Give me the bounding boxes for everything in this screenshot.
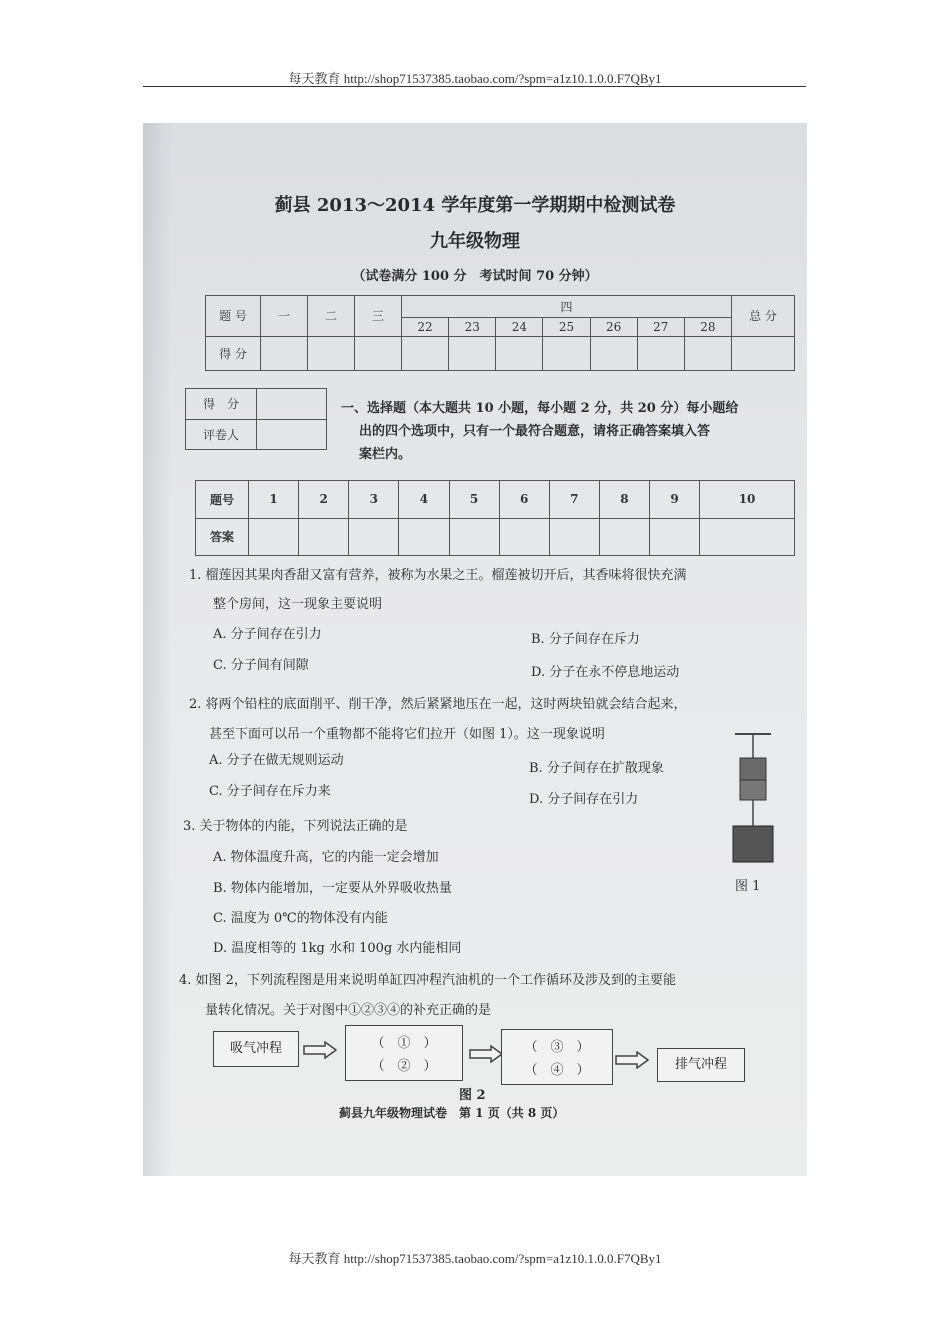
- score-cell: [684, 336, 731, 370]
- score-sub-23: 23: [449, 318, 496, 336]
- answer-num-2: 2: [299, 481, 349, 519]
- answer-cell: [549, 518, 599, 556]
- header-rule: [143, 86, 806, 87]
- q3-line1: 3. 关于物体的内能，下列说法正确的是: [183, 819, 408, 834]
- score-cell: [732, 336, 795, 370]
- score-cell: [261, 336, 308, 370]
- section1-heading-line1: 一、选择题（本大题共 10 小题，每小题 2 分，共 20 分）每小题给: [341, 401, 739, 416]
- score-sub-28: 28: [684, 318, 731, 336]
- q2-option-d: D. 分子间存在引力: [529, 792, 639, 807]
- answer-num-4: 4: [399, 481, 449, 519]
- score-table: [205, 295, 795, 371]
- answer-row-label: 题号: [196, 481, 249, 519]
- score-cell: [308, 336, 355, 370]
- score-row2-label: 得 分: [206, 336, 261, 370]
- exam-photo: [143, 123, 807, 1176]
- exam-page-footer: 蓟县九年级物理试卷 第 1 页（共 8 页）: [339, 1106, 565, 1120]
- q1-line1: 1. 榴莲因其果肉香甜又富有营养，被称为水果之王。榴莲被切开后，其香味将很快充满: [189, 568, 687, 583]
- answer-num-10: 10: [700, 481, 795, 519]
- score-sub-22: 22: [402, 318, 449, 336]
- score-cell: [590, 336, 637, 370]
- grader-table: [185, 388, 327, 450]
- flow-box2-line1: （ ① ）: [371, 1036, 437, 1051]
- figure1-caption: 图 1: [735, 879, 761, 894]
- q4-line2: 量转化情况。关于对图中①②③④的补充正确的是: [205, 1003, 492, 1018]
- page-header-text: 每天教育 http://shop71537385.taobao.com/?spm=a1z10.1.0.0.F7QBy1: [288, 71, 662, 86]
- flow-arrow-3: [615, 1051, 649, 1069]
- grader-cell: [257, 419, 327, 450]
- q2-option-b: B. 分子间存在扩散现象: [529, 761, 664, 776]
- score-cell: [543, 336, 590, 370]
- answer-cell: [249, 518, 299, 556]
- page-footer-text: 每天教育 http://shop71537385.taobao.com/?spm=a1z10.1.0.0.F7QBy1: [288, 1251, 662, 1266]
- q3-option-b: B. 物体内能增加，一定要从外界吸收热量: [213, 881, 452, 896]
- grader-cell: [257, 389, 327, 420]
- score-sub-25: 25: [543, 318, 590, 336]
- flow-box3-line2: （ ④ ）: [524, 1063, 590, 1078]
- lead-cylinders-figure: [723, 728, 783, 868]
- score-col-3: 三: [355, 296, 402, 337]
- grader-label: 评卷人: [186, 419, 257, 450]
- answer-num-3: 3: [349, 481, 399, 519]
- score-col-2: 二: [308, 296, 355, 337]
- score-col-4: 四: [402, 296, 732, 318]
- answer-cell: [650, 518, 700, 556]
- q4-line1: 4. 如图 2，下列流程图是用来说明单缸四冲程汽油机的一个工作循环及涉及到的主要能: [179, 973, 676, 988]
- q1-option-d: D. 分子在永不停息地运动: [531, 665, 680, 680]
- q3-option-a: A. 物体温度升高，它的内能一定会增加: [213, 850, 439, 865]
- answer-row2-label: 答案: [196, 518, 249, 556]
- flow-arrow-2: [469, 1045, 503, 1063]
- answer-table: [195, 480, 795, 556]
- q1-option-a: A. 分子间存在引力: [213, 627, 322, 642]
- answer-cell: [299, 518, 349, 556]
- answer-cell: [599, 518, 649, 556]
- exam-subject: 九年级物理: [430, 231, 520, 252]
- score-sub-26: 26: [590, 318, 637, 336]
- score-cell: [496, 336, 543, 370]
- answer-cell: [499, 518, 549, 556]
- q1-option-c: C. 分子间有间隙: [213, 658, 309, 673]
- q3-option-d: D. 温度相等的 1kg 水和 100g 水内能相同: [213, 941, 462, 956]
- score-sub-27: 27: [637, 318, 684, 336]
- score-cell: [402, 336, 449, 370]
- answer-num-5: 5: [449, 481, 499, 519]
- q1-option-b: B. 分子间存在斥力: [531, 632, 640, 647]
- flow-box-2: [345, 1025, 463, 1081]
- flow-arrow-1: [303, 1041, 337, 1059]
- answer-cell: [449, 518, 499, 556]
- figure2-caption: 图 2: [459, 1088, 486, 1103]
- q2-option-a: A. 分子在做无规则运动: [209, 753, 344, 768]
- q2-line2: 甚至下面可以吊一个重物都不能将它们拉开（如图 1）。这一现象说明: [209, 727, 605, 742]
- score-cell: [449, 336, 496, 370]
- answer-num-9: 9: [650, 481, 700, 519]
- section1-heading-line3: 案栏内。: [359, 447, 412, 462]
- q2-line1: 2. 将两个铅柱的底面削平、削干净，然后紧紧地压在一起，这时两块铅就会结合起来，: [189, 697, 687, 712]
- answer-num-1: 1: [249, 481, 299, 519]
- flow-box2-line2: （ ② ）: [371, 1059, 437, 1074]
- answer-cell: [399, 518, 449, 556]
- flow-box-intake: 吸气冲程: [213, 1031, 299, 1067]
- exam-title: 蓟县 2013～2014 学年度第一学期期中检测试卷: [274, 195, 676, 216]
- answer-cell: [700, 518, 795, 556]
- answer-num-8: 8: [599, 481, 649, 519]
- q3-option-c: C. 温度为 0℃的物体没有内能: [213, 911, 388, 926]
- flow-box3-line1: （ ③ ）: [524, 1040, 590, 1055]
- score-col-1: 一: [261, 296, 308, 337]
- score-cell: [637, 336, 684, 370]
- score-cell: [355, 336, 402, 370]
- exam-note: （试卷满分 100 分 考试时间 70 分钟）: [352, 269, 598, 284]
- flow-box-exhaust: 排气冲程: [657, 1048, 745, 1082]
- score-total-label: 总 分: [732, 296, 795, 337]
- flow-box-3: [501, 1029, 613, 1085]
- q1-line2: 整个房间，这一现象主要说明: [213, 597, 383, 612]
- q2-option-c: C. 分子间存在斥力来: [209, 784, 331, 799]
- score-row-label: 题 号: [206, 296, 261, 337]
- answer-num-7: 7: [549, 481, 599, 519]
- answer-cell: [349, 518, 399, 556]
- grader-score-label: 得 分: [186, 389, 257, 420]
- section1-heading-line2: 出的四个选项中，只有一个最符合题意，请将正确答案填入答: [359, 424, 711, 439]
- answer-num-6: 6: [499, 481, 549, 519]
- score-sub-24: 24: [496, 318, 543, 336]
